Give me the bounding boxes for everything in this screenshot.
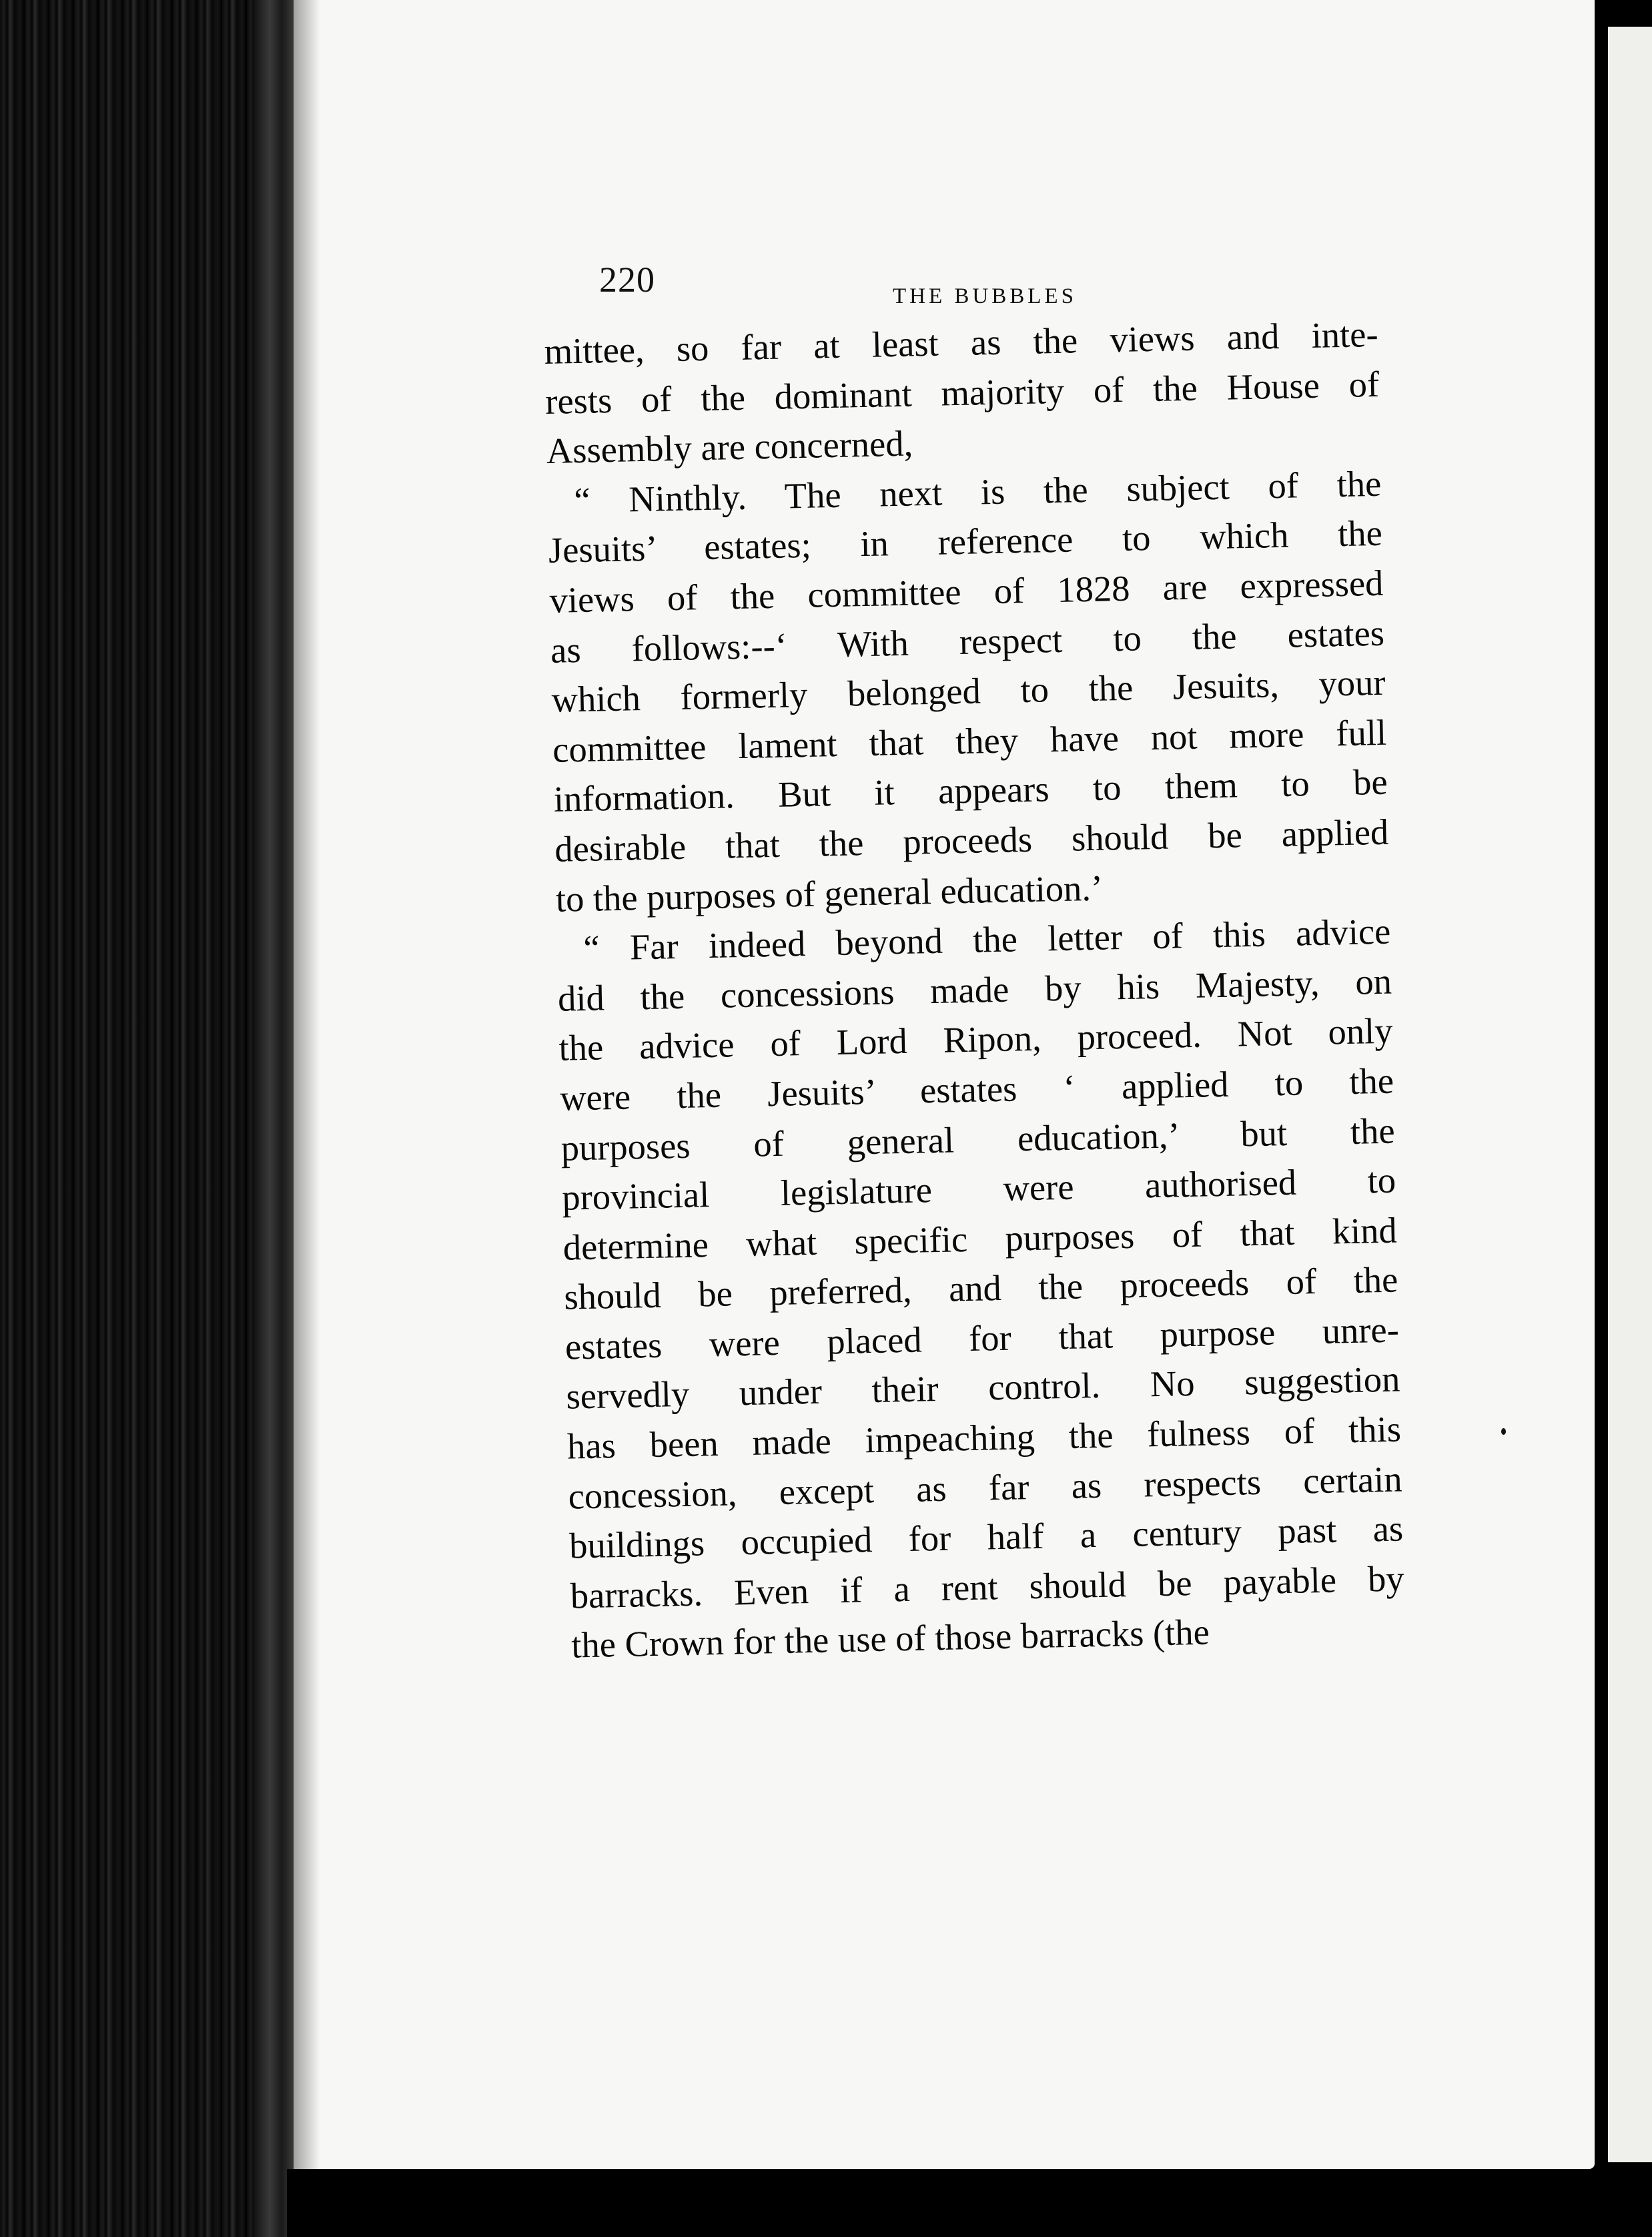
bottom-dark-band	[287, 2169, 1652, 2237]
text-line: Assembly are concerned,	[546, 422, 913, 472]
text-line: rests of the dominant majority of the House of	[544, 363, 1380, 422]
body-text	[544, 310, 1406, 1671]
gutter-shadow	[294, 0, 320, 2169]
text-line: desirable that the proceeds should be applied	[554, 811, 1389, 870]
text-line: views of the committee of 1828 are expressed	[548, 562, 1384, 621]
text-line: which formerly belonged to the Jesuits, your	[551, 661, 1386, 721]
text-line: servedly under their control. No suggestion	[565, 1358, 1400, 1417]
text-line: the advice of Lord Ripon, proceed. Not only	[558, 1010, 1393, 1069]
text-line: mittee, so far at least as the views and inte-	[544, 313, 1379, 372]
text-line: to the purposes of general education.’	[555, 867, 1104, 920]
text-line: did the concessions made by his Majesty, on	[557, 960, 1392, 1019]
book-spine-edge	[0, 0, 287, 2237]
page-number: 220	[599, 260, 655, 300]
text-line: provincial legislature were authorised to	[561, 1159, 1396, 1218]
text-line: committee lament that they have not more full	[552, 711, 1387, 770]
text-line: the Crown for the use of those barracks (the	[570, 1611, 1210, 1666]
text-line: concession, except as far as respects certain	[568, 1458, 1403, 1517]
text-line: “ Far indeed beyond the letter of this advice	[582, 910, 1391, 969]
text-line: Jesuits’ estates; in reference to which the	[548, 513, 1383, 571]
text-line: “ Ninthly. The next is the subject of the	[573, 462, 1382, 521]
running-head: THE BUBBLES	[893, 284, 1077, 308]
right-page-gap	[1595, 0, 1608, 2237]
text-line: has been made impeaching the fulness of this	[566, 1408, 1402, 1467]
text-line: purposes of general education,’ but the	[560, 1110, 1396, 1169]
page-header	[599, 259, 1400, 306]
ink-speck	[1501, 1428, 1506, 1435]
text-line: buildings occupied for half a century past as	[568, 1508, 1404, 1566]
text-line: information. But it appears to them to be	[553, 761, 1388, 820]
text-line: should be preferred, and the proceeds of the	[563, 1259, 1398, 1317]
text-line: as follows:--‘ With respect to the estates	[550, 612, 1385, 671]
text-line: determine what specific purposes of that kind	[562, 1209, 1398, 1268]
next-page-sliver	[1608, 27, 1652, 2162]
text-line: barracks. Even if a rent should be payable by	[570, 1558, 1405, 1616]
text-line: estates were placed for that purpose unre-	[564, 1309, 1400, 1367]
text-line: were the Jesuits’ estates ‘ applied to the	[559, 1060, 1394, 1118]
